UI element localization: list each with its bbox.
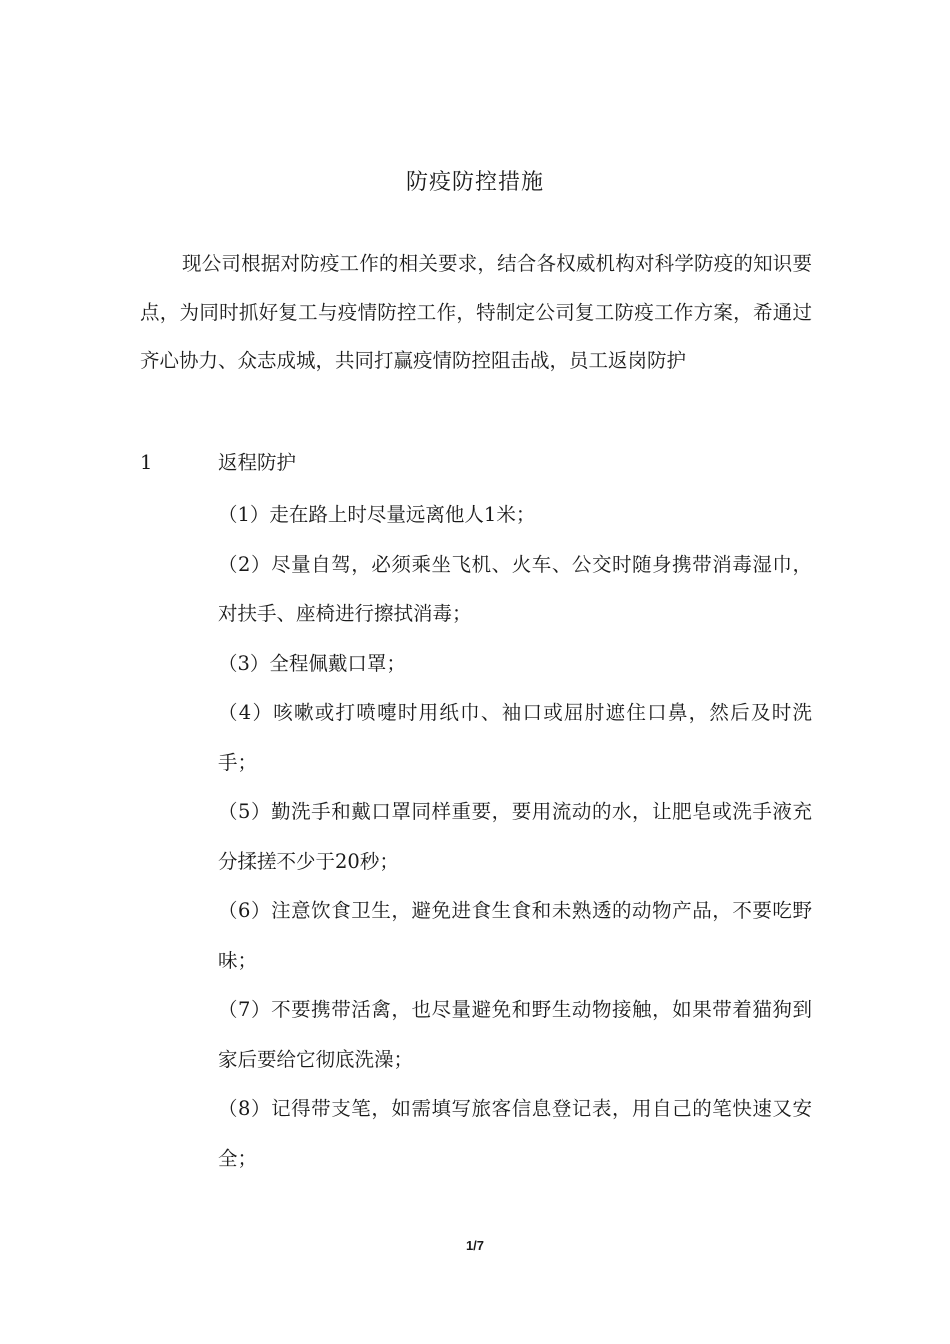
list-item: （7）不要携带活禽，也尽量避免和野生动物接触，如果带着猫狗到家后要给它彻底洗澡；	[218, 998, 812, 1071]
section-number: 1	[140, 451, 153, 474]
list-item: （6）注意饮食卫生，避免进食生食和未熟透的动物产品，不要吃野味；	[218, 899, 812, 972]
page-number: 1/7	[465, 1238, 485, 1253]
list-item: （4）咳嗽或打喷嚏时用纸巾、袖口或屈肘遮住口鼻，然后及时洗手；	[218, 701, 812, 774]
measures-list	[218, 490, 812, 1183]
list-item: （3）全程佩戴口罩；	[218, 651, 406, 675]
list-item: （5）勤洗手和戴口罩同样重要，要用流动的水，让肥皂或洗手液充分揉搓不少于20秒；	[218, 800, 812, 873]
section-title: 返程防护	[218, 451, 297, 474]
document-title: 防疫防控措施	[405, 170, 544, 195]
intro-paragraph: 现公司根据对防疫工作的相关要求，结合各权威机构对科学防疫的知识要点，为同时抓好复工与疫情防控工作，特制定公司复工防疫工作方案，希通过齐心协力、众志成城，共同打赢疫情防控阻击战，员工返岗防护	[140, 252, 812, 372]
list-item: （2）尽量自驾，必须乘坐飞机、火车、公交时随身携带消毒湿巾，对扶手、座椅进行擦拭消毒；	[218, 552, 812, 625]
section-heading	[140, 443, 296, 483]
list-item: （8）记得带支笔，如需填写旅客信息登记表，用自己的笔快速又安全；	[218, 1097, 812, 1170]
list-item: （1）走在路上时尽量远离他人1米；	[218, 503, 536, 526]
